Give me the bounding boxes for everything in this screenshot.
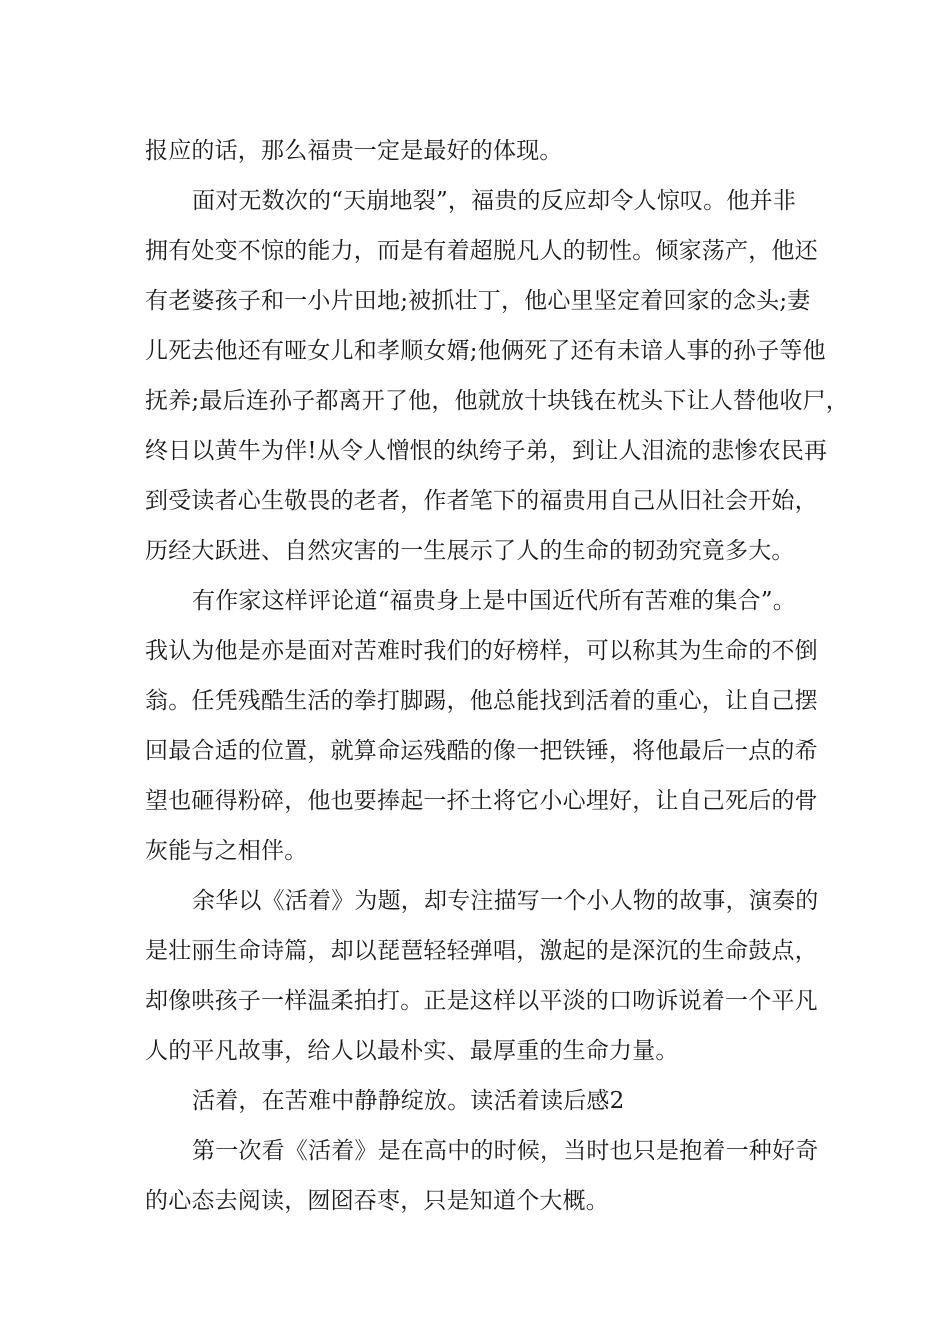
text-line: 儿死去他还有哑女儿和孝顺女婿;他俩死了还有未谙人事的孙子等他	[145, 338, 826, 364]
text-line: 是壮丽生命诗篇，却以琵琶轻轻弹唱，激起的是深沉的生命鼓点，	[145, 938, 818, 964]
paragraph-first-line: 余华以《活着》为题，却专注描写一个小人物的故事，演奏的	[192, 888, 819, 914]
text-line: 望也砸得粉碎，他也要捧起一抔土将它小心埋好，让自己死后的骨	[145, 788, 818, 814]
text-line: 历经大跃进、自然灾害的一生展示了人的生命的韧劲究竟多大。	[145, 538, 795, 564]
text-line: 的心态去阅读，囫囵吞枣，只是知道个大概。	[145, 1188, 609, 1214]
paragraph-first-line: 有作家这样评论道“福贵身上是中国近代所有苦难的集合”。	[192, 588, 796, 614]
section-heading: 活着，在苦难中静静绽放。读活着读后感2	[192, 1088, 625, 1114]
paragraph-first-line: 面对无数次的“天崩地裂”，福贵的反应却令人惊叹。他并非	[192, 188, 796, 214]
text-line: 我认为他是亦是面对苦难时我们的好榜样，可以称其为生命的不倒	[145, 638, 818, 664]
text-line: 有老婆孩子和一小片田地;被抓壮丁，他心里坚定着回家的念头;妻	[145, 288, 811, 314]
text-line: 抚养;最后连孙子都离开了他，他就放十块钱在枕头下让人替他收尸，	[145, 388, 849, 414]
paragraph-first-line: 第一次看《活着》是在高中的时候，当时也只是抱着一种好奇	[192, 1138, 819, 1164]
text-line: 到受读者心生敬畏的老者，作者笔下的福贵用自己从旧社会开始，	[145, 488, 818, 514]
text-line: 拥有处变不惊的能力，而是有着超脱凡人的韧性。倾家荡产，他还	[145, 238, 818, 264]
text-line: 灰能与之相伴。	[145, 838, 308, 864]
text-line: 翁。任凭残酷生活的拳打脚踢，他总能找到活着的重心，让自己摆	[145, 688, 818, 714]
text-line: 终日以黄牛为伴!从令人憎恨的纨绔子弟，到让人泪流的悲惨农民再	[145, 438, 828, 464]
text-line: 却像哄孩子一样温柔拍打。正是这样以平淡的口吻诉说着一个平凡	[145, 988, 818, 1014]
text-line: 人的平凡故事，给人以最朴实、最厚重的生命力量。	[145, 1038, 679, 1064]
text-line: 报应的话，那么福贵一定是最好的体现。	[145, 138, 563, 164]
text-line: 回最合适的位置，就算命运残酷的像一把铁锤，将他最后一点的希	[145, 738, 818, 764]
